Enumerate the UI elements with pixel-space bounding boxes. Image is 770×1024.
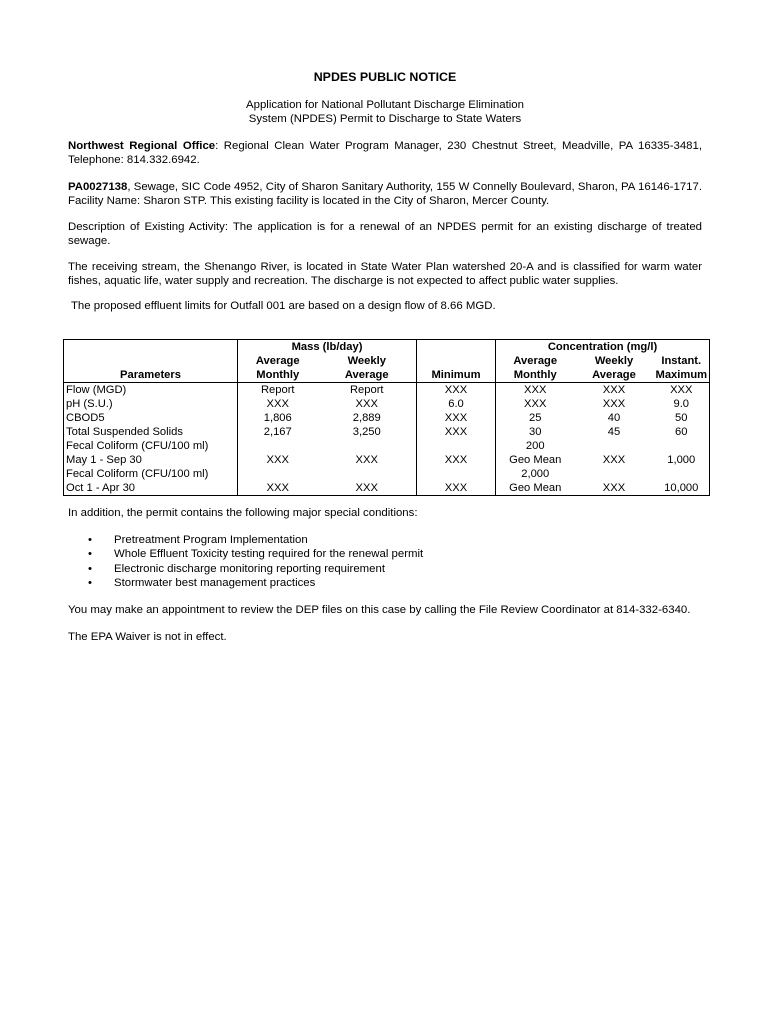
value-line-2: Geo Mean bbox=[509, 454, 562, 466]
mass-avg-monthly-header-2: Monthly bbox=[238, 368, 318, 383]
permit-id: PA0027138 bbox=[68, 181, 128, 193]
param-cell bbox=[64, 439, 238, 467]
conc-weekly-avg-header-1: Weekly bbox=[594, 355, 634, 367]
bullet-icon: • bbox=[88, 562, 92, 575]
table-header-row-2 bbox=[64, 354, 710, 368]
condition-text: Stormwater best management practices bbox=[114, 576, 316, 589]
value-line-2: Geo Mean bbox=[509, 482, 562, 494]
effluent-limits-table bbox=[63, 339, 710, 496]
concentration-header: Concentration (mg/l) bbox=[496, 340, 710, 355]
conc-avg-monthly-cell: XXX bbox=[524, 384, 547, 396]
conc-avg-monthly-cell bbox=[496, 467, 575, 496]
effluent-intro: The proposed effluent limits for Outfall 001 are based on a design flow of 8.66 MGD. bbox=[68, 300, 496, 312]
conc-avg-monthly-header-1: Average bbox=[513, 355, 558, 367]
table-row-tss bbox=[64, 425, 710, 439]
conc-avg-monthly-header-2: Monthly bbox=[496, 368, 575, 383]
appointment-paragraph: You may make an appointment to review the DEP files on this case by calling the File Review Coordinator at 814-332-6340. bbox=[68, 604, 691, 616]
mass-avg-monthly-header-1: Average bbox=[255, 355, 300, 367]
list-item bbox=[88, 562, 423, 576]
minimum-cell: XXX bbox=[417, 467, 496, 496]
mass-weekly-avg-cell: XXX bbox=[318, 439, 417, 467]
instant-max-cell: XXX bbox=[654, 383, 710, 398]
parameters-header: Parameters bbox=[64, 368, 238, 383]
instant-max-header-2: Maximum bbox=[654, 368, 710, 383]
mass-weekly-avg-cell: 3,250 bbox=[318, 425, 417, 439]
conc-weekly-avg-cell: XXX bbox=[602, 454, 626, 466]
conc-avg-monthly-cell: 30 bbox=[529, 426, 542, 438]
minimum-cell: XXX bbox=[417, 439, 496, 467]
instant-max-cell: 50 bbox=[654, 411, 710, 425]
mass-avg-monthly-cell: XXX bbox=[238, 467, 318, 496]
value-line-1: 2,000 bbox=[521, 468, 550, 480]
param-cell: Total Suspended Solids bbox=[64, 425, 238, 439]
value-line-1: 200 bbox=[525, 440, 545, 452]
param-cell bbox=[64, 467, 238, 496]
condition-text: Whole Effluent Toxicity testing required for the renewal permit bbox=[114, 548, 424, 561]
conc-weekly-avg-header-2: Average bbox=[575, 368, 654, 383]
permit-paragraph bbox=[68, 180, 702, 208]
list-item bbox=[88, 533, 423, 547]
conc-weekly-avg-cell: 45 bbox=[607, 426, 621, 438]
mass-avg-monthly-cell: Report bbox=[260, 384, 295, 396]
instant-max-cell: 10,000 bbox=[654, 467, 710, 496]
table-row-fecal-winter bbox=[64, 467, 710, 496]
list-item bbox=[88, 547, 423, 561]
notice-title: NPDES PUBLIC NOTICE bbox=[313, 70, 457, 84]
conditions-intro: In addition, the permit contains the following major special conditions: bbox=[68, 507, 418, 519]
office-paragraph bbox=[68, 139, 702, 167]
conc-weekly-avg-cell: XXX bbox=[602, 384, 626, 396]
param-line-1: Fecal Coliform (CFU/100 ml) bbox=[66, 468, 209, 480]
table-header-row-3 bbox=[64, 368, 710, 383]
table-row-ph bbox=[64, 397, 710, 411]
param-cell: Flow (MGD) bbox=[64, 383, 238, 398]
condition-text: Pretreatment Program Implementation bbox=[114, 534, 308, 546]
mass-avg-monthly-cell: 1,806 bbox=[263, 412, 292, 424]
bullet-icon: • bbox=[88, 576, 92, 589]
bullet-icon: • bbox=[88, 548, 92, 561]
condition-text: Electronic discharge monitoring reporting requirement bbox=[114, 562, 385, 575]
special-conditions-list bbox=[88, 533, 423, 590]
conc-weekly-avg-cell: 40 bbox=[607, 412, 621, 424]
receiving-stream-paragraph: The receiving stream, the Shenango River, is located in State Water Plan watershed 20-A and is classified for warm water fishes, aquatic life, water supply and recreation. The discharge is not expected to affect public water supplies. bbox=[68, 261, 702, 287]
table-row-cbod5 bbox=[64, 411, 710, 425]
subtitle-line-2: System (NPDES) Permit to Discharge to State Waters bbox=[248, 113, 522, 125]
param-cell: pH (S.U.) bbox=[64, 397, 238, 411]
minimum-header: Minimum bbox=[417, 368, 496, 383]
conc-avg-monthly-cell: 25 bbox=[529, 412, 542, 424]
list-item bbox=[88, 576, 423, 590]
mass-weekly-avg-cell: XXX bbox=[318, 397, 417, 411]
mass-weekly-avg-cell: XXX bbox=[318, 467, 417, 496]
minimum-cell: XXX bbox=[417, 411, 496, 425]
table-header-row-1 bbox=[64, 340, 710, 355]
mass-avg-monthly-cell: 2,167 bbox=[263, 426, 292, 438]
mass-weekly-avg-cell: 2,889 bbox=[318, 411, 417, 425]
notice-subtitle bbox=[0, 98, 770, 126]
conc-avg-monthly-cell bbox=[496, 439, 575, 467]
table-row-fecal-summer bbox=[64, 439, 710, 467]
office-text: : Regional Clean Water Program Manager, 230 Chestnut Street, Meadville, PA 16335-3481, Telephone: 814.332.6942. bbox=[68, 140, 702, 166]
conc-weekly-avg-cell: XXX bbox=[575, 467, 654, 496]
instant-max-cell: 1,000 bbox=[654, 439, 710, 467]
table-row-flow bbox=[64, 383, 710, 398]
epa-waiver-paragraph: The EPA Waiver is not in effect. bbox=[68, 631, 227, 643]
instant-max-cell: 9.0 bbox=[654, 397, 710, 411]
conc-weekly-avg-cell: XXX bbox=[602, 398, 626, 410]
minimum-cell: XXX bbox=[417, 425, 496, 439]
bullet-icon: • bbox=[88, 534, 92, 546]
param-cell: CBOD5 bbox=[64, 411, 238, 425]
instant-max-header-1: Instant. bbox=[654, 354, 710, 368]
minimum-cell: XXX bbox=[417, 383, 496, 398]
param-line-1: Fecal Coliform (CFU/100 ml) bbox=[66, 440, 209, 452]
mass-header: Mass (lb/day) bbox=[238, 340, 417, 355]
mass-weekly-avg-header-2: Average bbox=[318, 368, 417, 383]
mass-avg-monthly-cell: XXX bbox=[266, 454, 289, 466]
conc-avg-monthly-cell: XXX bbox=[524, 398, 547, 410]
subtitle-line-1: Application for National Pollutant Discharge Elimination bbox=[246, 99, 524, 111]
office-label: Northwest Regional Office bbox=[68, 140, 216, 152]
instant-max-cell: 60 bbox=[654, 425, 710, 439]
param-line-2: Oct 1 - Apr 30 bbox=[66, 482, 136, 494]
minimum-cell: 6.0 bbox=[417, 397, 496, 411]
mass-weekly-avg-header-1: Weekly bbox=[318, 354, 417, 368]
param-line-2: May 1 - Sep 30 bbox=[66, 454, 142, 466]
mass-weekly-avg-cell: Report bbox=[318, 383, 417, 398]
permit-text: , Sewage, SIC Code 4952, City of Sharon Sanitary Authority, 155 W Connelly Boulevard, Sharon, PA 16146-1717. Facility Name: Sharon STP. This existing facility is located in the City of Sharon, Mercer County. bbox=[68, 181, 702, 207]
description-paragraph: Description of Existing Activity: The application is for a renewal of an NPDES permit for an existing discharge of treated sewage. bbox=[68, 221, 702, 247]
mass-avg-monthly-cell: XXX bbox=[266, 398, 289, 410]
